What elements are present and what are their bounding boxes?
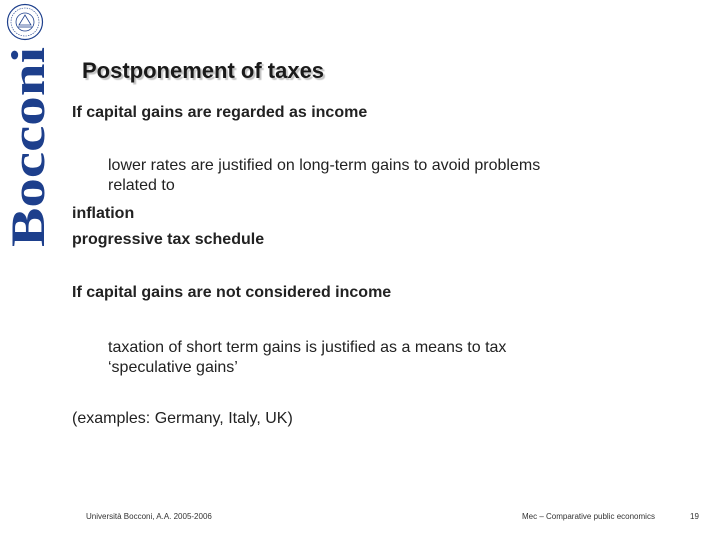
section2-detail-line2: ‘speculative gains’ <box>108 359 238 376</box>
bocconi-seal-logo <box>6 3 44 41</box>
footer-university: Università Bocconi, A.A. 2005-2006 <box>86 512 212 521</box>
slide-title: Postponement of taxes <box>82 58 325 83</box>
section1-item-progressive-tax: progressive tax schedule <box>72 231 265 248</box>
footer-course: Mec – Comparative public economics <box>522 512 655 521</box>
page-number: 19 <box>690 512 699 521</box>
section2-heading: If capital gains are not considered income <box>72 284 392 301</box>
section1-detail <box>108 156 540 196</box>
bocconi-logo <box>2 44 55 250</box>
bocconi-logo-text: Bocconi <box>2 84 55 247</box>
examples-note: (examples: Germany, Italy, UK) <box>72 410 293 427</box>
section1-detail-line2: related to <box>108 177 175 194</box>
section2-detail-line1: taxation of short term gains is justified as a means to tax <box>108 339 507 356</box>
section1-heading: If capital gains are regarded as income <box>72 104 368 121</box>
section1-detail-line1: lower rates are justified on long-term gains to avoid problems <box>108 157 541 174</box>
section1-item-inflation: inflation <box>72 205 135 222</box>
section2-detail <box>108 338 506 378</box>
